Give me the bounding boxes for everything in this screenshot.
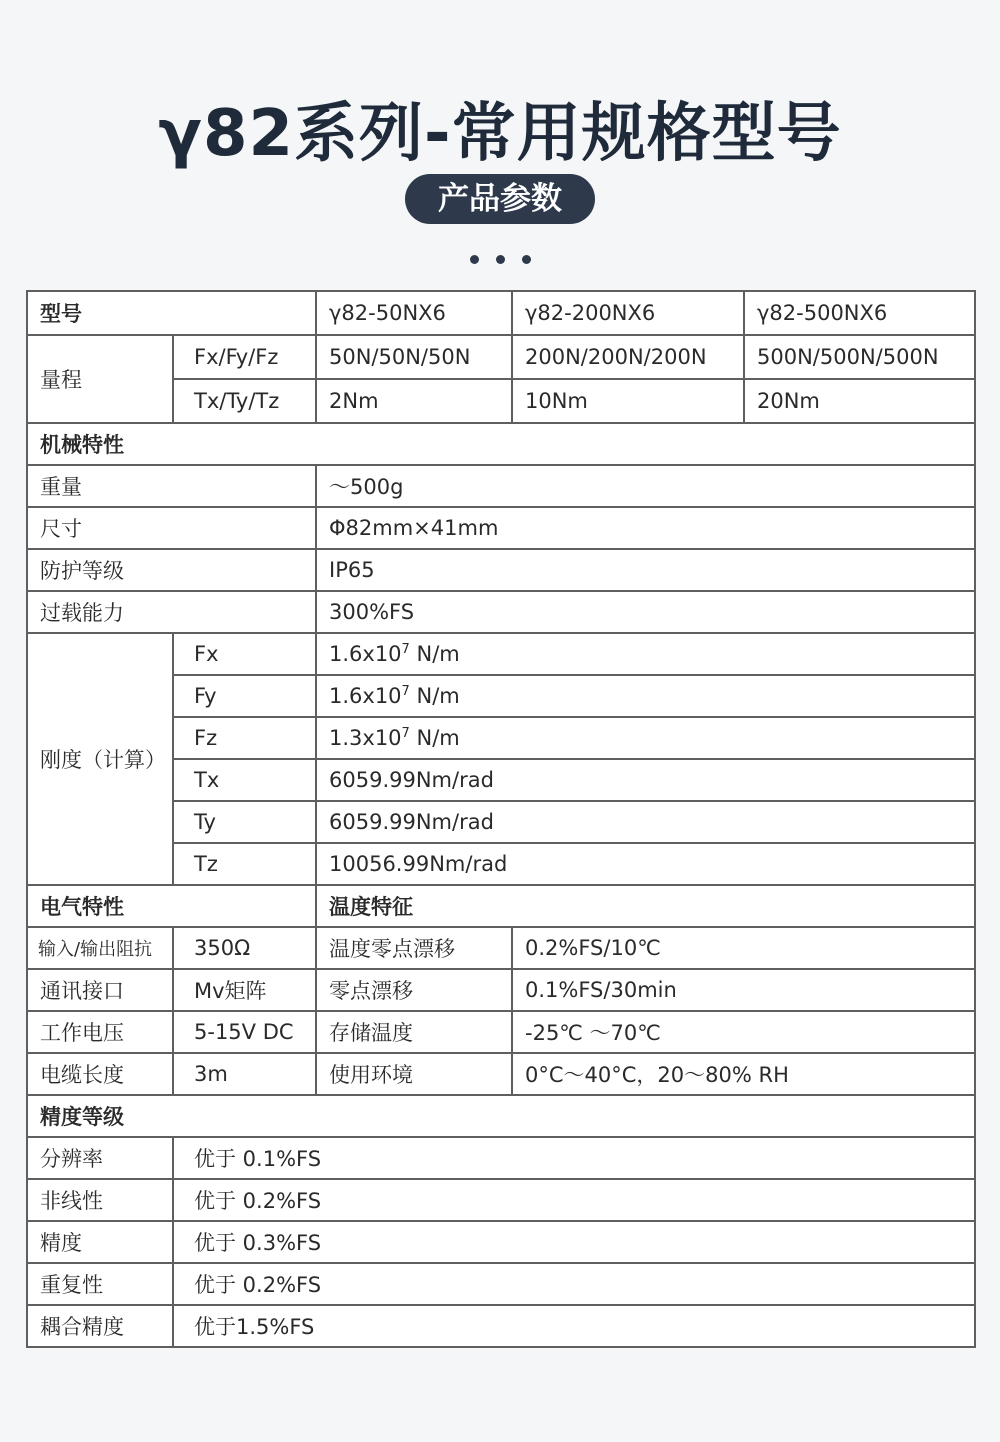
range-label: 量程 bbox=[27, 335, 173, 423]
repeatability-value: 优于 0.2%FS bbox=[173, 1263, 975, 1305]
torque-axes: Tx/Ty/Tz bbox=[173, 379, 316, 423]
table-row bbox=[27, 549, 975, 591]
table-row bbox=[27, 1011, 975, 1053]
stiffness-value bbox=[316, 717, 975, 759]
stiffness-axis: Fz bbox=[173, 717, 316, 759]
force-value-1: 50N/50N/50N bbox=[316, 335, 512, 379]
mantissa: 1.3x10 bbox=[329, 726, 402, 750]
storage-temp-label: 存储温度 bbox=[316, 1011, 512, 1053]
coupling-label: 耦合精度 bbox=[27, 1305, 173, 1347]
accuracy-title: 精度等级 bbox=[27, 1095, 975, 1137]
electrical-title: 电气特性 bbox=[27, 885, 316, 927]
page-title: γ82系列-常用规格型号 bbox=[158, 97, 842, 171]
voltage-label: 工作电压 bbox=[27, 1011, 173, 1053]
torque-value-2: 10Nm bbox=[512, 379, 744, 423]
environment-value: 0°C～40°C，20～80% RH bbox=[512, 1053, 975, 1095]
zero-drift-label: 零点漂移 bbox=[316, 969, 512, 1011]
temp-drift-value: 0.2%FS/10℃ bbox=[512, 927, 975, 969]
table-row bbox=[27, 1179, 975, 1221]
table-row bbox=[27, 885, 975, 927]
model-2: γ82-200NX6 bbox=[512, 291, 744, 335]
stiffness-axis: Ty bbox=[173, 801, 316, 843]
protection-label: 防护等级 bbox=[27, 549, 316, 591]
table-row bbox=[27, 507, 975, 549]
cable-value: 3m bbox=[173, 1053, 316, 1095]
stiffness-axis: Tx bbox=[173, 759, 316, 801]
unit: N/m bbox=[409, 642, 460, 666]
model-3: γ82-500NX6 bbox=[744, 291, 975, 335]
stiffness-value bbox=[316, 633, 975, 675]
coupling-value: 优于1.5%FS bbox=[173, 1305, 975, 1347]
temp-drift-label: 温度零点漂移 bbox=[316, 927, 512, 969]
impedance-label: 输入/输出阻抗 bbox=[27, 927, 173, 969]
dot-icon bbox=[496, 255, 505, 264]
overload-label: 过载能力 bbox=[27, 591, 316, 633]
repeatability-label: 重复性 bbox=[27, 1263, 173, 1305]
weight-value: ～500g bbox=[316, 465, 975, 507]
size-value: Φ82mm×41mm bbox=[316, 507, 975, 549]
table-row bbox=[27, 1095, 975, 1137]
environment-label: 使用环境 bbox=[316, 1053, 512, 1095]
table-row bbox=[27, 1305, 975, 1347]
unit: N/m bbox=[409, 726, 460, 750]
model-label: 型号 bbox=[27, 291, 316, 335]
overload-value: 300%FS bbox=[316, 591, 975, 633]
exponent: 7 bbox=[401, 642, 410, 657]
interface-value: Mv矩阵 bbox=[173, 969, 316, 1011]
stiffness-axis: Fx bbox=[173, 633, 316, 675]
table-row bbox=[27, 591, 975, 633]
divider-dots bbox=[470, 255, 532, 265]
table-row bbox=[27, 1221, 975, 1263]
nonlinearity-label: 非线性 bbox=[27, 1179, 173, 1221]
table-row bbox=[27, 423, 975, 465]
mantissa: 1.6x10 bbox=[329, 642, 402, 666]
table-row bbox=[27, 927, 975, 969]
table-row bbox=[27, 335, 975, 379]
nonlinearity-value: 优于 0.2%FS bbox=[173, 1179, 975, 1221]
storage-temp-value: -25℃ ～70℃ bbox=[512, 1011, 975, 1053]
torque-value-3: 20Nm bbox=[744, 379, 975, 423]
dot-icon bbox=[470, 255, 479, 264]
force-axes: Fx/Fy/Fz bbox=[173, 335, 316, 379]
stiffness-label: 刚度（计算） bbox=[27, 633, 173, 885]
torque-value-1: 2Nm bbox=[316, 379, 512, 423]
mechanical-title: 机械特性 bbox=[27, 423, 975, 465]
table-row bbox=[27, 465, 975, 507]
exponent: 7 bbox=[401, 726, 410, 741]
resolution-value: 优于 0.1%FS bbox=[173, 1137, 975, 1179]
weight-label: 重量 bbox=[27, 465, 316, 507]
precision-value: 优于 0.3%FS bbox=[173, 1221, 975, 1263]
stiffness-axis: Fy bbox=[173, 675, 316, 717]
impedance-value: 350Ω bbox=[173, 927, 316, 969]
stiffness-value bbox=[316, 675, 975, 717]
force-value-2: 200N/200N/200N bbox=[512, 335, 744, 379]
spec-table bbox=[26, 290, 976, 1348]
stiffness-value: 6059.99Nm/rad bbox=[316, 801, 975, 843]
product-params-badge: 产品参数 bbox=[405, 174, 595, 224]
zero-drift-value: 0.1%FS/30min bbox=[512, 969, 975, 1011]
size-label: 尺寸 bbox=[27, 507, 316, 549]
unit: N/m bbox=[409, 684, 460, 708]
cable-label: 电缆长度 bbox=[27, 1053, 173, 1095]
table-row bbox=[27, 1137, 975, 1179]
temperature-title: 温度特征 bbox=[316, 885, 975, 927]
precision-label: 精度 bbox=[27, 1221, 173, 1263]
table-row bbox=[27, 969, 975, 1011]
voltage-value: 5-15V DC bbox=[173, 1011, 316, 1053]
dot-icon bbox=[522, 255, 531, 264]
mantissa: 1.6x10 bbox=[329, 684, 402, 708]
table-row bbox=[27, 633, 975, 675]
table-row bbox=[27, 1053, 975, 1095]
model-1: γ82-50NX6 bbox=[316, 291, 512, 335]
exponent: 7 bbox=[401, 684, 410, 699]
stiffness-value: 10056.99Nm/rad bbox=[316, 843, 975, 885]
table-row bbox=[27, 291, 975, 335]
interface-label: 通讯接口 bbox=[27, 969, 173, 1011]
force-value-3: 500N/500N/500N bbox=[744, 335, 975, 379]
stiffness-value: 6059.99Nm/rad bbox=[316, 759, 975, 801]
protection-value: IP65 bbox=[316, 549, 975, 591]
resolution-label: 分辨率 bbox=[27, 1137, 173, 1179]
stiffness-axis: Tz bbox=[173, 843, 316, 885]
table-row bbox=[27, 1263, 975, 1305]
